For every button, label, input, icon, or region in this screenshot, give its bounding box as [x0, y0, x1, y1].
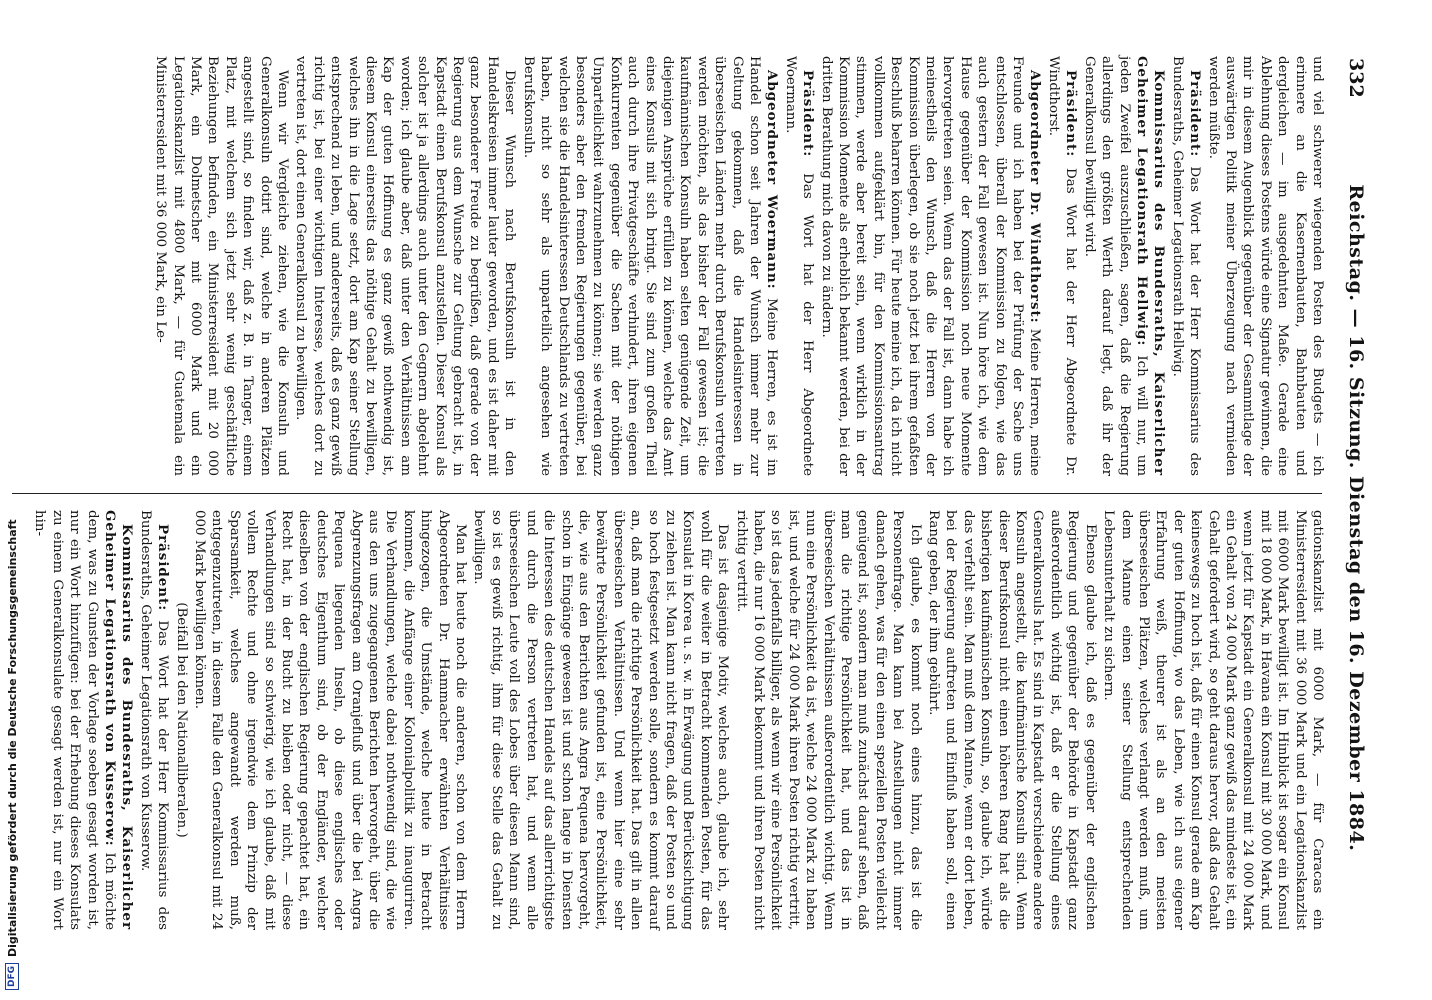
dfg-logo-icon: DFG — [5, 963, 19, 990]
speaker-label: Präsident: — [800, 70, 817, 158]
speech-text: Meine Herren, meine Freunde und ich haben bei der Prüfung der Sache uns entschlossen, überall der Kommission zu folgen, wie das auch gestern der Fall gewesen ist. Nun höre ich, wie dem Hause gegenüber der Kommission noch neue Momente hervorgetreten seien. Wenn das der Fall ist, dann habe ich meinestheils den Wunsch, daß die Herren von der Kommission überlegen, ob sie noch jetzt bei ihrem gefaßten Beschluß beharren können. Für heute meine ich, da ich nicht vollkommen aufgeklärt bin, für den Kommissionsantrag stimmen, werde aber bereit sein, wenn wirklich in der Kommission Momente als erheblich bekannt werden, bei der dritten Berathung mich davon zu ändern. — [818, 56, 1043, 476]
paragraph: und viel schwerer wiegenden Posten des Budgets — ich erinnere an die Kasernenbauten, Bahnbauten und dergleichen — im ausgedehnten Maße. Gerade eine Ablehnung dieses Postens würde eine Signatur gewinnen, die mir in diesem Augenblick gegenüber der Gesammtlage der auswärtigen Politik meiner Überzeugung nach vermieden werden müßte. — [1205, 56, 1325, 476]
paragraph: gationskanzlist mit 6000 Mark, — für Caracas ein Ministerresident mit 36 000 Mark und ein Legationskanzlist mit 6000 Mark bewilligt ist. Im Hinblick ist sogar ein Konsul mit 18 000 Mark, in Havana ein Konsul mit 30 000 Mark, und wenn jetzt für Kapstadt ein Generalkonsul mit 24 000 Mark ein Gehalt von 24 000 Mark ganz gewiß das mindeste ist, ein Gehalt gefordert wird, so geht daraus hervor, daß das Gehalt keineswegs zu hoch ist, daß für einen Konsul gerade am Kap der guten Hoffnung, wo das Leben, wie ich aus eigener Erfahrung weiß, theurer ist als an den meisten überseeischen Plätzen, welches verlangt werden muß, um dem Manne einen seiner Stellung entsprechenden Lebensunterhalt zu sichern. — [1101, 510, 1325, 930]
paragraph — [1080, 56, 1167, 476]
paragraph — [781, 56, 816, 476]
paragraph: Ebenso glaube ich, daß es gegenüber der englischen Regierung und gegenüber der Behörde in Kapstadt ganz außerordentlich wichtig ist, daß er die Stellung eines Generalkonsuls hat. Es sind in Kapstadt verschiedene andere Konsuln angestellt, die kaufmännische Konsuln sind. Wenn dieser Berufskonsul nicht einen höheren Rang hat als die bisherigen kaufmännischen Konsuln, so, glaube ich, würde das verfehlt sein. Man muß dem Manne, wenn er dort leben, bei der Regierung auftreten und Einfluß haben soll, einen Rang geben, der ihm gebührt. — [926, 510, 1098, 930]
speaker-label: Präsident: — [1187, 70, 1204, 158]
page-header — [1338, 58, 1374, 938]
paragraph — [519, 56, 780, 476]
page-number: 332 — [1345, 58, 1367, 98]
paragraph: Dieser Wunsch nach Berufskonsuln ist in den Handelskreisen immer lauter geworden, und es ist daher mit ganz besonderer Freude zu begrüßen, daß gerade von der Regierung aus dem Wunsche zur Geltung gebracht ist, in Kapstadt einen Berufskonsul anzustellen. Dieser Konsul als solcher ist ja allerdings auch unter den Gegnern abgelehnt worden; ich glaube aber, daß unter den Verhältnissen am Kap der guten Hoffnung es ganz gewiß nothwendig ist, diesem Konsul einerseits das nöthige Gehalt zu bewilligen, welches ihn in die Lage setzt, dort am Kap seiner Stellung entsprechend zu leben, und andererseits, daß es ganz gewiß richtig ist, bei einer wichtigen Interesse, welches dort zu vertreten ist, dort einen Generalkonsul zu bewilligen. — [293, 56, 518, 476]
page-title: Reichstag. — 16. Sitzung. Dienstag den 16. Dezember 1884. — [1345, 184, 1367, 852]
speech-text: Das Wort hat der Herr Kommissarius des Bundesraths, Geheimer Legationsrath Hellwig. — [1169, 56, 1203, 476]
speech-text: Das Wort hat der Herr Kommissarius des Bundesraths, Geheimer Legationsrath von Kusserow. — [137, 510, 171, 930]
speaker-label: Kommissarius des Bundesraths, Kaiserlicher Geheimer Legationsrath Hellwig: — [1133, 56, 1168, 476]
paragraph — [1045, 56, 1080, 476]
speaker-label: Präsident: — [155, 524, 172, 612]
paragraph: Ich glaube, es kommt noch eines hinzu, das ist die Personenfrage. Man kann bei Anstellungen nicht immer danach gehen, was für den einen speziellen Posten vielleicht genügend ist, sondern man muß zunächst darauf sehen, daß man die richtige Persönlichkeit hat, und das ist in überseeischen Verhältnissen außerordentlich wichtig. Wenn nun eine Persönlichkeit da ist, welche 24 000 Mark zu haben ist, und welche für 24 000 Mark ihren Posten richtig vertritt, so ist das jedenfalls billiger, als wenn wir eine Persönlichkeit haben, die nur 16 000 Mark bekommt und ihren Posten nicht richtig vertritt. — [733, 510, 923, 930]
speaker-label: Präsident: — [1063, 70, 1080, 158]
paragraph: Man hat heute noch die anderen, schon von dem Herrn Abgeordneten Dr. Hammacher erwähnten Verhältnisse hingezogen, die Umstände, welche heute in Betracht kommen, die Anfänge einer Kolonialpolitik zu inauguriren. Die Verhandlungen, welche dabei nothwendig sind, die wie aus den uns zugegangenen Berichten hervorgeht, über die Abgrenzungsfragen am Oranjefluß und über die bei Angra Pequena liegenden Inseln, ob diese englisches oder deutsches Eigenthum sind, ob der Engländer, welcher dieselben von der englischen Regierung gepachtet hat, ein Recht hat, in der Bucht zu bleiben oder nicht, — diese Verhandlungen sind so schwierig, wie ich glaube, daß mit vollem Rechte und ohne irgendwie dem Prinzip der Sparsamkeit, welches angewandt werden muß, entgegenzutreten, in diesem Falle den Generalkonsul mit 24 000 Mark bewilligen können. — [192, 510, 469, 930]
speaker-label: Abgeordneter Woermann: — [764, 70, 781, 290]
speaker-label: Kommissarius des Bundesraths, Kaiserlicher Geheimer Legationsrath von Kusserow: — [101, 510, 136, 930]
paragraph — [817, 56, 1043, 476]
speech-text: Ich möchte dem, was zu Gunsten der Vorlage soeben gesagt worden ist, nur ein Wort hinzufügen: bei der Erhebung dieses Konsulats zu einem Generalkonsulate gesagt werden ist, nur ein Wort hin- — [32, 510, 117, 930]
credit-text: Digitalisierung gefördert durch die Deutsche Forschungsgemeinschaft — [5, 519, 19, 957]
speech-text: Meine Herren, es ist im Handel schon seit Jahren der Wunsch immer mehr zur Geltung gekommen, daß die Handelsinteressen in überseeischen Ländern mehr durch Berufskonsuln vertreten werden möchten, als das bisher der Fall gewesen ist; die kaufmännischen Konsuln haben selten genügende Zeit, um diejenigen Ansprüche erfüllen zu können, welche das Amt eines Konsuls mit sich bringt. Sie sind zum großen Theil auch durch ihre Privatgeschäfte verhindert, ihren eigenen Konkurrenten gegenüber die Sachen mit der nöthigen Unparteilichkeit wahrzunehmen zu können; sie werden ganz besonders aber den fremden Regierungen gegenüber, bei welchen sie die Handelsinteressen Deutschlands zu vertreten haben, nicht so sehr als unparteilich angesehen wie Berufskonsuln. — [520, 56, 780, 477]
right-column — [30, 510, 1326, 930]
paragraph: Das ist dasjenige Motiv, welches auch, glaube ich, sehr wohl für die weiter in Betracht kommenden Posten, für das Konsulat in Korea u. s. w. in Erwägung und Berücksichtigung zu ziehen ist. Man kann nicht fragen, daß der Posten so und so hoch festgesetzt werden solle, sondern es kommt darauf an, daß man die richtige Persönlichkeit hat. Das gilt in allen überseeischen Verhältnissen. Und wenn hier eine sehr bewährte Persönlichkeit gefunden ist, eine Persönlichkeit, die, wie aus den Berichten aus Angra Pequena hervorgeht, schon in Eingänge gewesen ist und schon lange in Diensten die Interessen des deutschen Handels auf das allerrichtigste und durch die Person vertreten hat, und wenn alle überseeischen Leute voll des Lobes über diesen Mann sind, so ist es gewiß richtig, ihm für diese Stelle das Gehalt zu bewilligen. — [471, 510, 731, 930]
speech-text: Das Wort hat der Herr Abgeordnete Dr. Windthorst. — [1045, 56, 1079, 476]
paragraph: Wenn wir Vergleiche ziehen, wie die Konsuln und Generalkonsuln dotirt sind, welche in anderen Plätzen angestellt sind, so finden wir, daß z. B. in Tanger, einem Platz, mit welchem sich jetzt sehr wenig geschäftliche Beziehungen befinden, ein Ministerresident mit 20 000 Mark, ein Dolmetscher mit 6000 Mark und ein Legationskanzlist mit 4800 Mark, — für Guatemala ein Ministerresident mit 36 000 Mark, ein Le- — [153, 56, 291, 476]
paragraph — [136, 510, 171, 930]
applause-note: (Beifall bei den Nationalliberalen.) — [173, 602, 189, 838]
speech-text: Das Wort hat der Herr Abgeordnete Woermann. — [782, 56, 816, 476]
speaker-label: Abgeordneter Dr. Windthorst: — [1027, 70, 1044, 324]
column-divider — [12, 493, 1322, 494]
paragraph — [1168, 56, 1203, 476]
left-column — [151, 56, 1326, 476]
paragraph — [31, 510, 135, 930]
speech-text: Ich will nur, um jeden Zweifel auszuschließen, sagen, daß die Regierung allerdings den größten Werth darauf legt, daß ihr der Generalkonsul bewilligt wird. — [1081, 56, 1149, 477]
